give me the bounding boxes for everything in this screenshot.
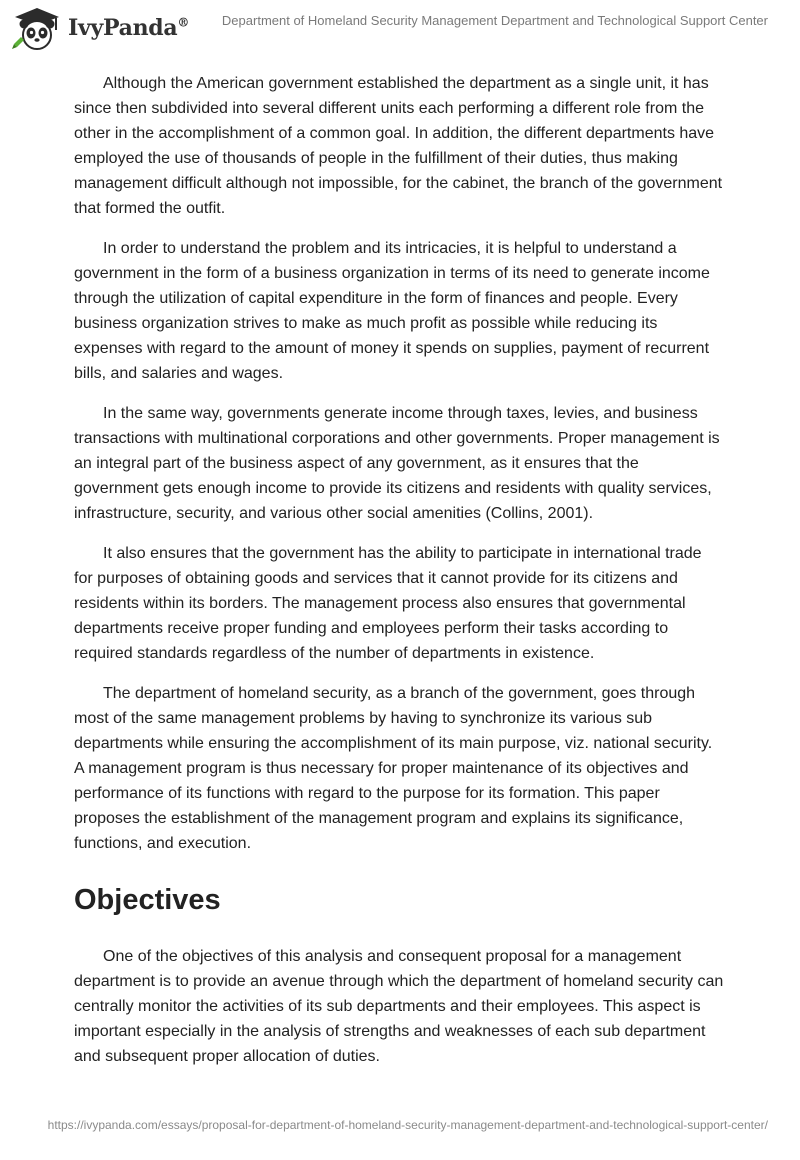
paragraph: It also ensures that the government has the ability to participate in international trade for purposes of obtaining goods and services that it cannot provide for its citizens and residents within its borders. The management process also ensures that governmental departments receive proper funding and employees perform their tasks according to required standards regardless of the number of departments in existence. xyxy=(74,545,702,662)
page-header xyxy=(0,0,800,60)
paragraph: One of the objectives of this analysis and consequent proposal for a management department is to provide an avenue through which the department of homeland security can centrally monitor the activities of its sub departments and their employees. This aspect is important especially in the analysis of strengths and weaknesses of each sub department and subsequent proper allocation of duties. xyxy=(74,948,724,1065)
source-url[interactable]: https://ivypanda.com/essays/proposal-for-department-of-homeland-security-management-department-and-technological-support-center/ xyxy=(47,1118,768,1132)
logo-wordmark xyxy=(68,15,189,41)
paragraph: The department of homeland security, as a branch of the government, goes through most of the same management problems by having to synchronize its various sub departments while ensuring the accomplishment of its main purpose, viz. national security. A management program is thus necessary for proper maintenance of its objectives and performance of its functions with regard to the purpose for its formation. This paper proposes the establishment of the management program and explains its significance, functions, and execution. xyxy=(74,685,713,852)
logo[interactable] xyxy=(12,6,189,50)
section-heading-objectives: Objectives xyxy=(74,884,221,916)
document-title: Department of Homeland Security Management Department and Technological Support Center xyxy=(221,13,768,28)
registered-mark: ® xyxy=(177,15,190,30)
paragraph: Although the American government established the department as a single unit, it has since then subdivided into several different units each performing a different role from the other in the accomplishment of a common goal. In addition, the different departments have employed the use of thousands of people in the fulfillment of their duties, thus making management difficult although not impossible, for the cabinet, the branch of the government that formed the outfit. xyxy=(74,75,723,217)
essay-body xyxy=(74,71,724,1084)
paragraph: In order to understand the problem and its intricacies, it is helpful to understand a government in the form of a business organization in terms of its need to generate income through the utilization of capital expenditure in the form of finances and people. Every business organization strives to make as much profit as possible while reducing its expenses with regard to the amount of money it spends on supplies, payment of recurrent bills, and salaries and wages. xyxy=(74,240,710,382)
panda-logo-icon xyxy=(12,6,62,50)
logo-name: IvyPanda xyxy=(68,15,178,41)
paragraph: In the same way, governments generate income through taxes, levies, and business transactions with multinational corporations and other governments. Proper management is an integral part of the business aspect of any government, as it ensures that the government gets enough income to provide its citizens and residents with quality services, infrastructure, security, and various other social amenities (Collins, 2001). xyxy=(74,405,720,522)
